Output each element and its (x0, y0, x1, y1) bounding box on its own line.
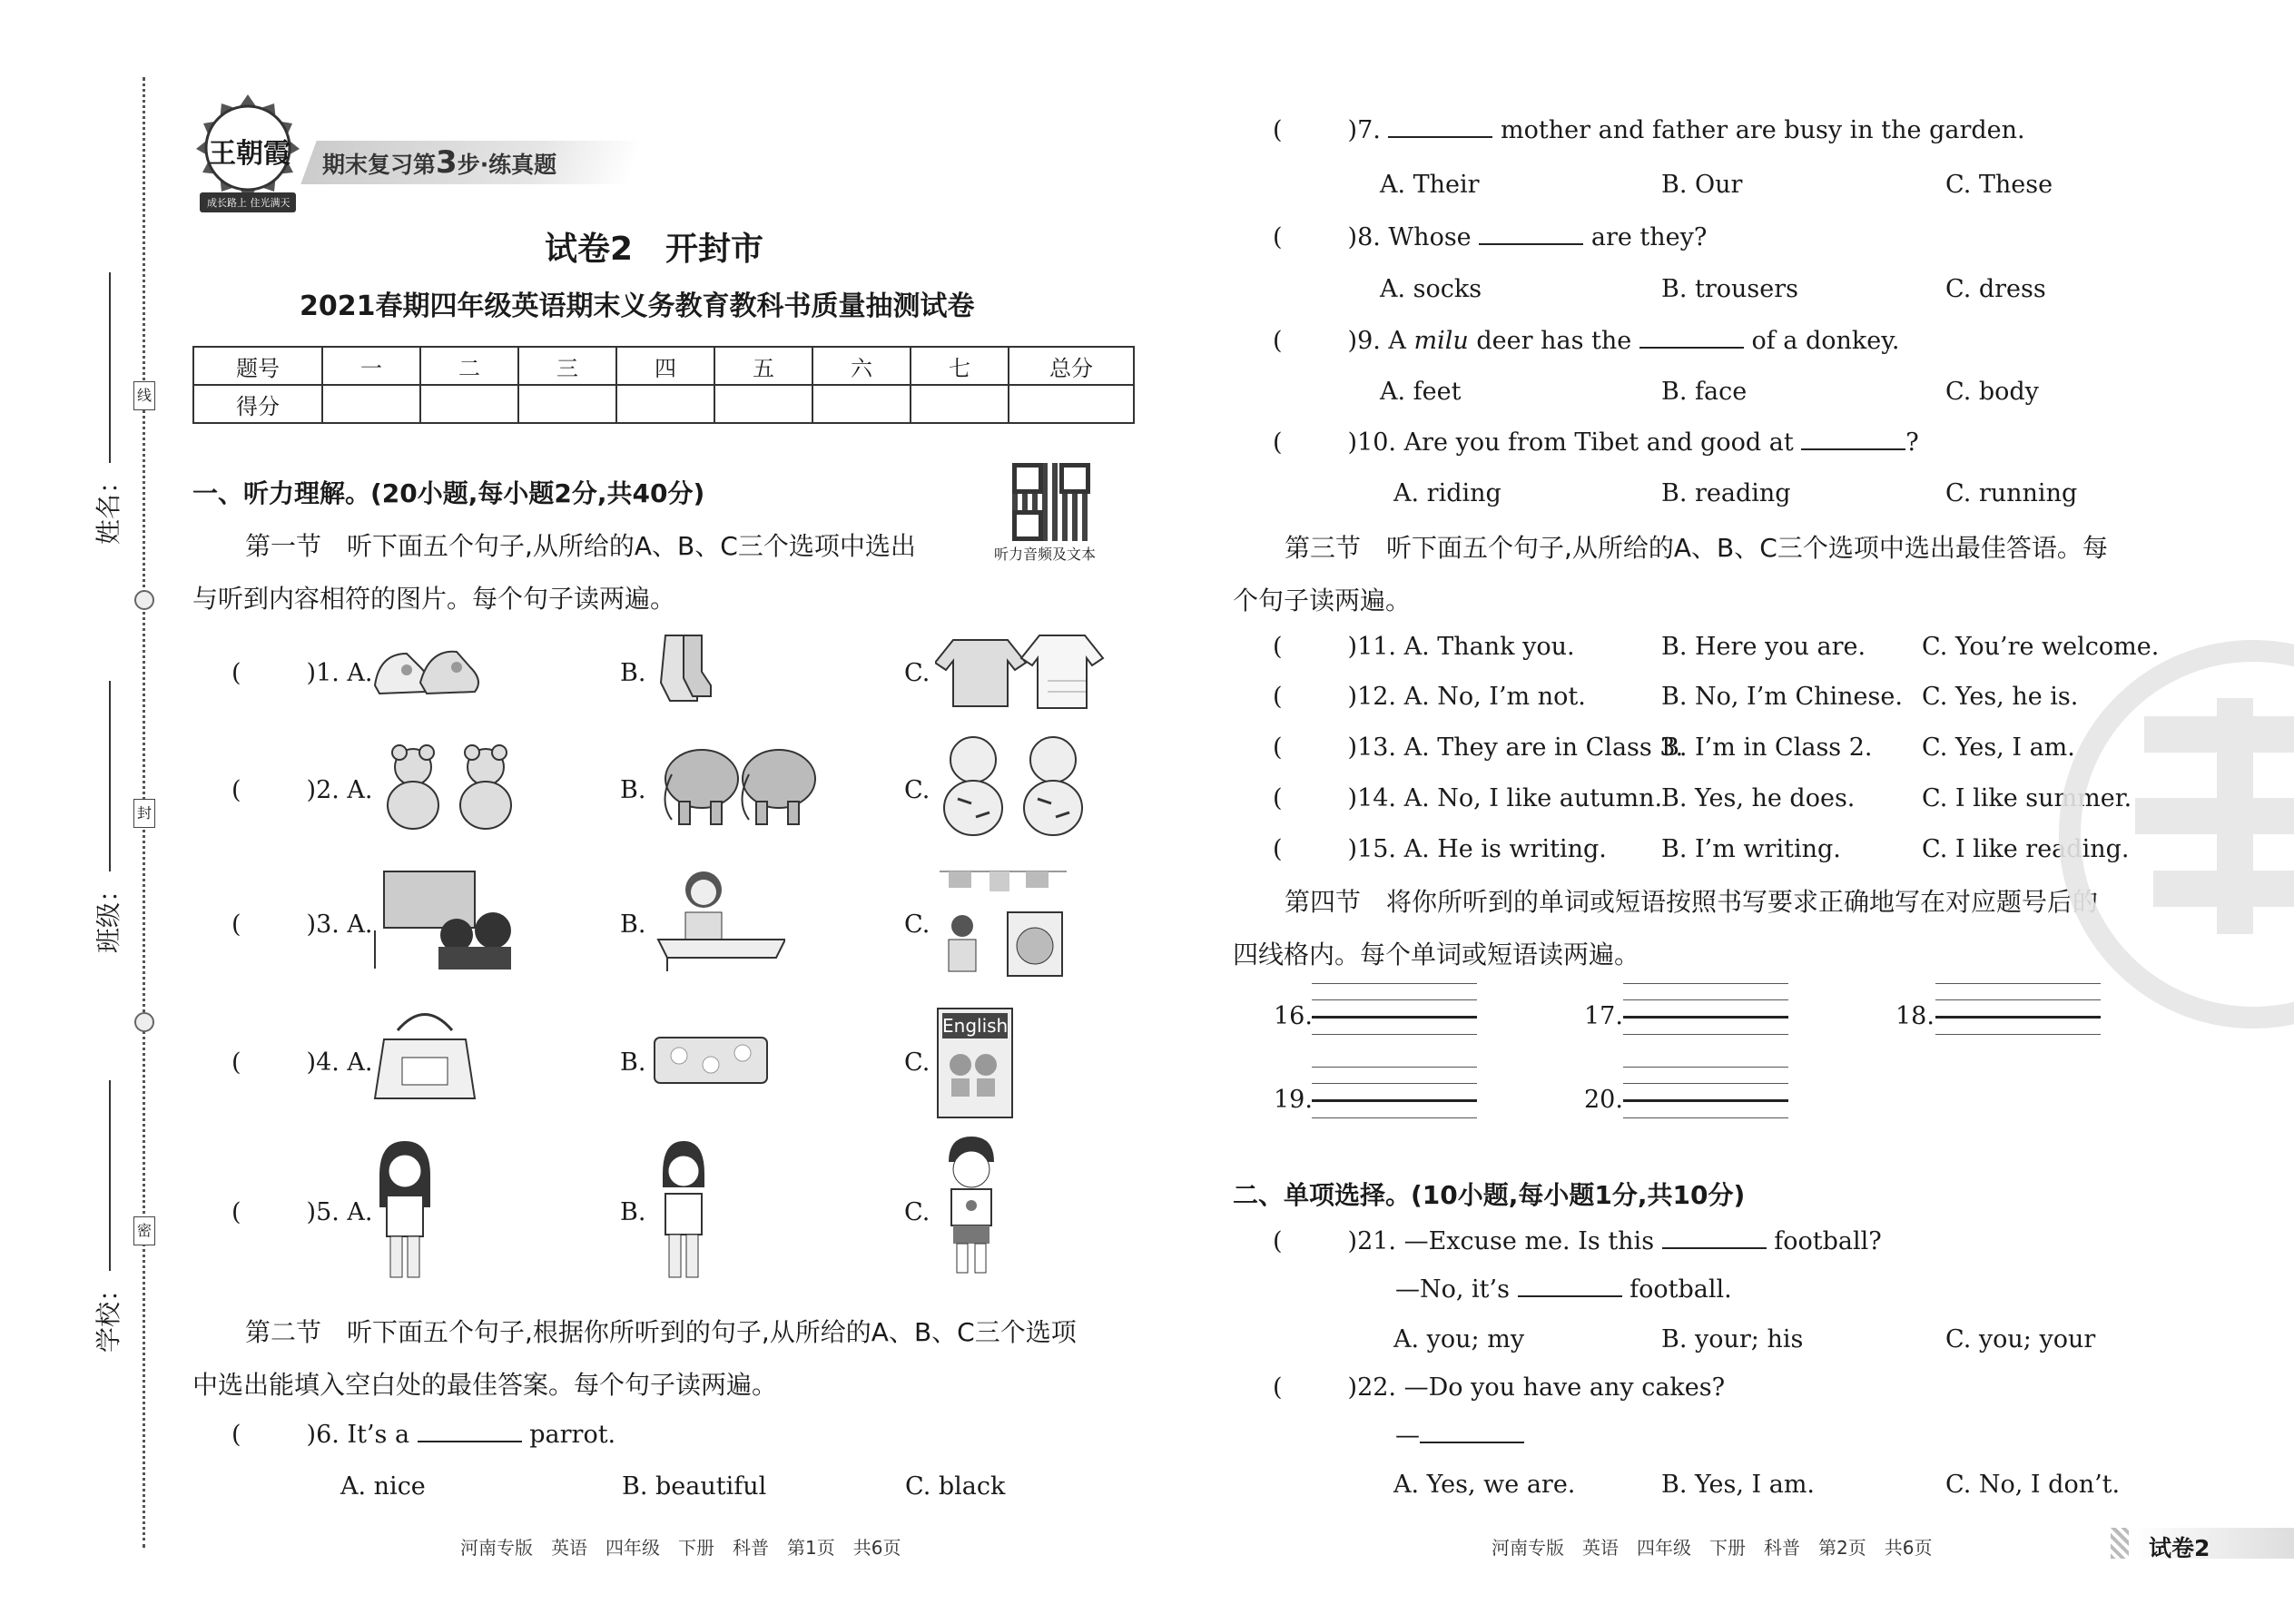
seal-char-seal: 封 (133, 799, 155, 828)
q6-option-b: B. beautiful (622, 1472, 767, 1501)
answer-blank[interactable] (1518, 1277, 1622, 1297)
q22-option-b: B. Yes, I am. (1661, 1471, 1816, 1499)
q2-number: ( )2. A. (231, 776, 373, 804)
q1-c-label: C. (904, 659, 930, 687)
q12-option-b: B. No, I’m Chinese. (1661, 683, 1903, 711)
q3-number: ( )3. A. (231, 910, 373, 939)
four-line-grid-17[interactable] (1623, 983, 1788, 1054)
name-label: 姓名： (94, 468, 123, 545)
name-write-line[interactable] (109, 272, 111, 463)
step-banner: 期末复习第3步·练真题 (322, 144, 557, 181)
socks-icon (652, 631, 715, 712)
q22-option-a: A. Yes, we are. (1393, 1471, 1576, 1499)
q8-option-c: C. dress (1945, 275, 2046, 303)
q9-option-a: A. feet (1380, 378, 1462, 406)
q2-b-label: B. (620, 776, 646, 804)
score-cell[interactable] (322, 385, 420, 423)
four-line-grid-18[interactable] (1935, 983, 2101, 1054)
school-write-line[interactable] (109, 1080, 111, 1271)
publisher-logo (180, 91, 316, 227)
q15-option-b: B. I’m writing. (1661, 835, 1841, 863)
footer-tag: 试卷2 (2149, 1535, 2210, 1561)
q7-option-c: C. These (1945, 171, 2053, 199)
score-header: 总分 (1009, 347, 1134, 385)
part2-intro: 中选出能填入空白处的最佳答案。每个句子读两遍。 (192, 1370, 778, 1400)
girl-desk-icon (649, 867, 785, 975)
score-cell[interactable] (911, 385, 1009, 423)
score-header: 四 (616, 347, 714, 385)
q8-option-b: B. trousers (1661, 275, 1799, 303)
english-book-icon: English (937, 1008, 1013, 1118)
qr-code[interactable] (1012, 463, 1090, 541)
school-label: 学校： (94, 1275, 123, 1353)
q12-option-c: C. Yes, he is. (1922, 683, 2079, 711)
girl-short-hair-icon (649, 1139, 717, 1288)
q12-option-a: ( )12. A. No, I’m not. (1273, 683, 1586, 711)
q5-b-label: B. (620, 1198, 646, 1226)
score-header: 六 (812, 347, 911, 385)
part3-intro: 第三节 听下面五个句子,从所给的A、B、C三个选项中选出最佳答语。每 (1285, 533, 2108, 563)
q21-option-b: B. your; his (1661, 1325, 1804, 1353)
seal-char-secret: 密 (133, 1216, 155, 1245)
q2-c-label: C. (904, 776, 930, 804)
q4-c-label: C. (904, 1048, 930, 1077)
q21-option-c: C. you; your (1945, 1325, 2096, 1353)
score-cell[interactable] (616, 385, 714, 423)
logo-text: 王朝霞 (209, 138, 290, 170)
q1-number: ( )1. A. (231, 659, 373, 687)
q14-option-b: B. Yes, he does. (1661, 784, 1856, 812)
q13-option-c: C. Yes, I am. (1922, 733, 2075, 762)
q22-line2: — (1395, 1422, 1524, 1450)
q13-option-b: B. I’m in Class 2. (1661, 733, 1873, 762)
page-title: 试卷2 开封市 (545, 231, 764, 268)
part1-intro: 与听到内容相符的图片。每个句子读两遍。 (192, 584, 676, 614)
q7-option-b: B. Our (1661, 171, 1743, 199)
q6-option-c: C. black (905, 1472, 1006, 1501)
q10-option-b: B. reading (1661, 479, 1791, 507)
score-header: 题号 (193, 347, 322, 385)
section2-title: 二、单项选择。(10小题,每小题1分,共10分) (1233, 1180, 1746, 1210)
q22-line1: ( )22. —Do you have any cakes? (1273, 1373, 1726, 1402)
exam-subtitle: 2021春期四年级英语期末义务教育教科书质量抽测试卷 (300, 290, 975, 322)
girl-long-hair-icon (370, 1139, 438, 1288)
pencil-case-icon (652, 1033, 770, 1091)
answer-blank[interactable] (1639, 329, 1744, 349)
q8-stem: ( )8. Whose are they? (1273, 223, 1708, 251)
teddy-bears-icon (372, 740, 536, 839)
laundry-icon (935, 862, 1071, 984)
answer-blank[interactable] (1388, 118, 1492, 138)
q4-b-label: B. (620, 1048, 646, 1077)
score-row-label: 得分 (193, 385, 322, 423)
watching-tv-icon (370, 867, 520, 975)
q1-b-label: B. (620, 659, 646, 687)
backpack-icon (370, 1008, 479, 1111)
q11-option-b: B. Here you are. (1661, 633, 1866, 661)
writing-num-19: 19. (1274, 1086, 1313, 1114)
q6-stem: ( )6. It’s a parrot. (231, 1421, 616, 1449)
part1-intro: 第一节 听下面五个句子,从所给的A、B、C三个选项中选出 (245, 531, 916, 561)
writing-num-17: 17. (1584, 1002, 1623, 1030)
four-line-grid-16[interactable] (1312, 983, 1477, 1054)
score-header: 三 (518, 347, 616, 385)
writing-num-16: 16. (1274, 1002, 1313, 1030)
score-header: 五 (714, 347, 812, 385)
elephants-icon (652, 733, 824, 837)
q3-c-label: C. (904, 910, 930, 939)
q6-option-a: A. nice (340, 1472, 426, 1501)
score-cell[interactable] (518, 385, 616, 423)
q11-option-c: C. You’re welcome. (1922, 633, 2160, 661)
answer-blank[interactable] (1801, 430, 1905, 450)
answer-blank[interactable] (1662, 1229, 1767, 1249)
q13-option-a: ( )13. A. They are in Class 3. (1273, 733, 1684, 762)
score-cell[interactable] (812, 385, 911, 423)
q8-option-a: A. socks (1380, 275, 1482, 303)
boy-icon (935, 1135, 1008, 1284)
seal-char-line: 线 (133, 381, 155, 410)
binding-hole (134, 590, 154, 610)
score-cell[interactable] (420, 385, 518, 423)
logo-banner: 成长路上 住光满天 (207, 197, 290, 209)
score-header: 二 (420, 347, 518, 385)
writing-num-18: 18. (1895, 1002, 1935, 1030)
part4-intro: 第四节 将你所听到的单词或短语按照书写要求正确地写在对应题号后的 (1285, 887, 2099, 917)
q7-stem: ( )7. mother and father are busy in the garden. (1273, 116, 2025, 144)
q9-option-b: B. face (1661, 378, 1748, 406)
binding-hole (134, 1012, 154, 1032)
class-label: 班级： (94, 876, 123, 953)
q21-option-a: A. you; my (1393, 1325, 1525, 1353)
q10-option-c: C. running (1945, 479, 2078, 507)
secret-seal-watermark (2059, 640, 2294, 1029)
q9-option-c: C. body (1945, 378, 2039, 406)
q10-option-a: A. riding (1393, 479, 1501, 507)
score-header: 一 (322, 347, 420, 385)
footer-tag-pattern (2111, 1528, 2129, 1559)
answer-blank[interactable] (1479, 225, 1583, 245)
class-write-line[interactable] (109, 681, 111, 871)
footer-left: 河南专版 英语 四年级 下册 科普 第1页 共6页 (460, 1537, 901, 1559)
sweater-icon (935, 626, 1108, 716)
score-cell[interactable] (1009, 385, 1134, 423)
tigers-icon (935, 731, 1094, 843)
q5-number: ( )5. A. (231, 1198, 373, 1226)
q7-option-a: A. Their (1380, 171, 1480, 199)
q4-number: ( )4. A. (231, 1048, 373, 1077)
score-table (192, 346, 1135, 424)
four-line-grid-20[interactable] (1623, 1067, 1788, 1137)
q21-line1: ( )21. —Excuse me. Is this football? (1273, 1227, 1882, 1255)
answer-blank[interactable] (1420, 1423, 1524, 1443)
part4-intro: 四线格内。每个单词或短语读两遍。 (1233, 940, 1640, 969)
answer-blank[interactable] (418, 1422, 522, 1442)
shoes-icon (370, 635, 488, 707)
section1-title: 一、听力理解。(20小题,每小题2分,共40分) (192, 478, 705, 508)
q15-option-c: C. I like reading. (1922, 835, 2130, 863)
q21-line2: —No, it’s football. (1395, 1275, 1732, 1304)
writing-num-20: 20. (1584, 1086, 1623, 1114)
score-cell[interactable] (714, 385, 812, 423)
q5-c-label: C. (904, 1198, 930, 1226)
q14-option-a: ( )14. A. No, I like autumn. (1273, 784, 1663, 812)
q15-option-a: ( )15. A. He is writing. (1273, 835, 1607, 863)
q9-stem: ( )9. A milu deer has the of a donkey. (1273, 327, 1900, 355)
footer-right: 河南专版 英语 四年级 下册 科普 第2页 共6页 (1492, 1537, 1933, 1559)
q22-option-c: C. No, I don’t. (1945, 1471, 2121, 1499)
score-header: 七 (911, 347, 1009, 385)
q11-option-a: ( )11. A. Thank you. (1273, 633, 1575, 661)
q10-stem: ( )10. Are you from Tibet and good at ? (1273, 428, 1919, 457)
four-line-grid-19[interactable] (1312, 1067, 1477, 1137)
qr-caption: 听力音频及文本 (994, 546, 1097, 563)
q3-b-label: B. (620, 910, 646, 939)
part3-intro: 个句子读两遍。 (1233, 586, 1412, 615)
q14-option-c: C. I like summer. (1922, 784, 2132, 812)
part2-intro: 第二节 听下面五个句子,根据你所听到的句子,从所给的A、B、C三个选项 (245, 1317, 1077, 1347)
